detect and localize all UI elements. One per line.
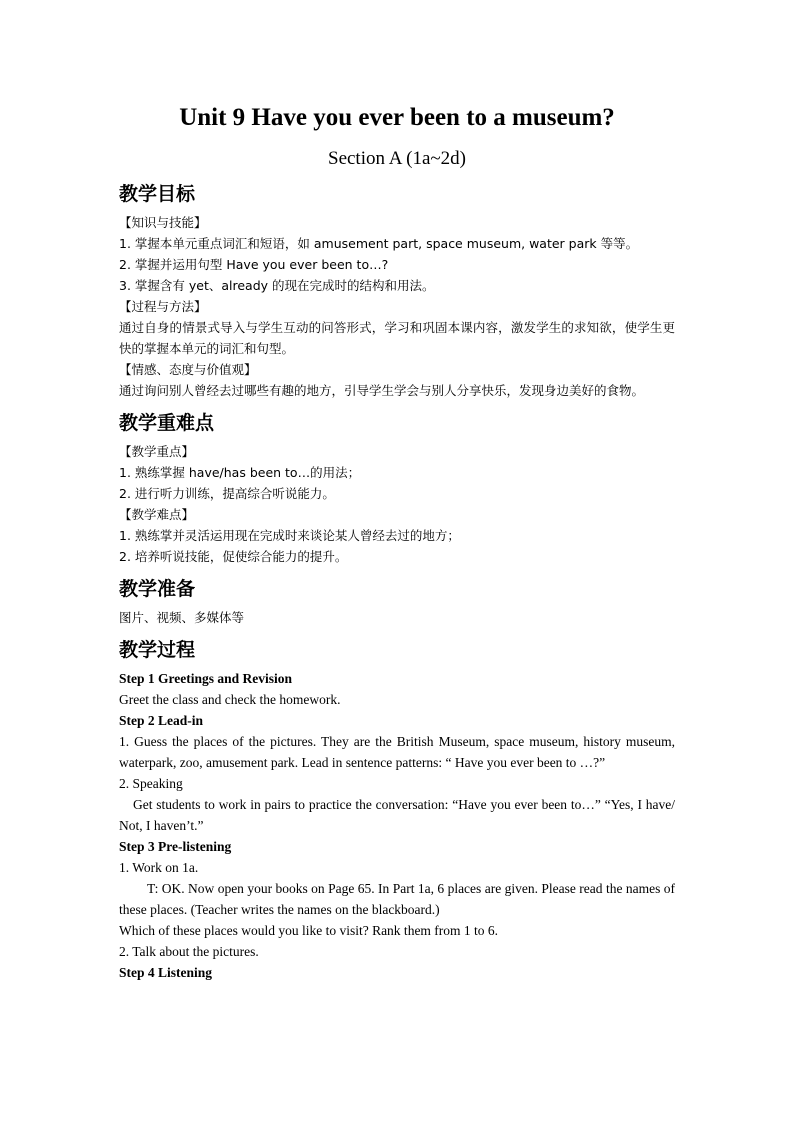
label-knowledge: 【知识与技能】 bbox=[119, 215, 207, 230]
focus-item: 2. 进行听力训练，提高综合听说能力。 bbox=[119, 486, 335, 501]
step4-title: Step 4 Listening bbox=[119, 965, 213, 980]
knowledge-item: 1. 掌握本单元重点词汇和短语，如 amusement part, space museum, water park 等等。 bbox=[119, 236, 639, 251]
heading-key-points: 教学重难点 bbox=[119, 412, 215, 434]
step2-paragraph: Get students to work in pairs to practice the conversation: “Have you ever been to…” “Yes, I have/ Not, I haven’t.” bbox=[119, 797, 675, 833]
label-process: 【过程与方法】 bbox=[119, 299, 207, 314]
difficulty-item: 1. 熟练掌并灵活运用现在完成时来谈论某人曾经去过的地方； bbox=[119, 528, 460, 543]
document-content bbox=[119, 100, 675, 983]
step2-paragraph: 2. Speaking bbox=[119, 776, 183, 791]
step2-paragraph: 1. Guess the places of the pictures. They are the British Museum, space museum, history museum, waterpark, zoo, amusement park. Lead in sentence patterns: “ Have you ever been to …?” bbox=[119, 734, 675, 770]
focus-item: 1. 熟练掌握 have/has been to…的用法； bbox=[119, 465, 361, 480]
step3-paragraph: 2. Talk about the pictures. bbox=[119, 944, 259, 959]
heading-procedure: 教学过程 bbox=[119, 639, 196, 661]
difficulty-item: 2. 培养听说技能，促使综合能力的提升。 bbox=[119, 549, 348, 564]
step3-paragraph: Which of these places would you like to visit? Rank them from 1 to 6. bbox=[119, 923, 499, 938]
step3-title: Step 3 Pre-listening bbox=[119, 839, 232, 854]
label-difficulty: 【教学难点】 bbox=[119, 507, 195, 522]
step3-paragraph: T: OK. Now open your books on Page 65. In Part 1a, 6 places are given. Please read the names of these places. (Teacher writes the names on the blackboard.) bbox=[119, 881, 675, 917]
document-subtitle: Section A (1a~2d) bbox=[328, 148, 466, 169]
knowledge-item: 2. 掌握并运用句型 Have you ever been to…? bbox=[119, 257, 389, 272]
heading-preparation: 教学准备 bbox=[119, 578, 196, 600]
document-title: Unit 9 Have you ever been to a museum? bbox=[179, 104, 615, 131]
label-focus: 【教学重点】 bbox=[119, 444, 195, 459]
heading-objectives: 教学目标 bbox=[119, 183, 196, 205]
step1-title: Step 1 Greetings and Revision bbox=[119, 671, 293, 686]
step2-title: Step 2 Lead-in bbox=[119, 713, 204, 728]
emotion-text: 通过询问别人曾经去过哪些有趣的地方，引导学生学会与别人分享快乐，发现身边美好的食物。 bbox=[119, 383, 645, 398]
knowledge-item: 3. 掌握含有 yet、already 的现在完成时的结构和用法。 bbox=[119, 278, 435, 293]
preparation-text: 图片、视频、多媒体等 bbox=[119, 610, 245, 625]
process-text: 通过自身的情景式导入与学生互动的问答形式，学习和巩固本课内容，激发学生的求知欲，使学生更快的掌握本单元的词汇和句型。 bbox=[119, 320, 675, 356]
step1-text: Greet the class and check the homework. bbox=[119, 692, 341, 707]
label-emotion: 【情感、态度与价值观】 bbox=[119, 362, 257, 377]
step3-paragraph: 1. Work on 1a. bbox=[119, 860, 199, 875]
